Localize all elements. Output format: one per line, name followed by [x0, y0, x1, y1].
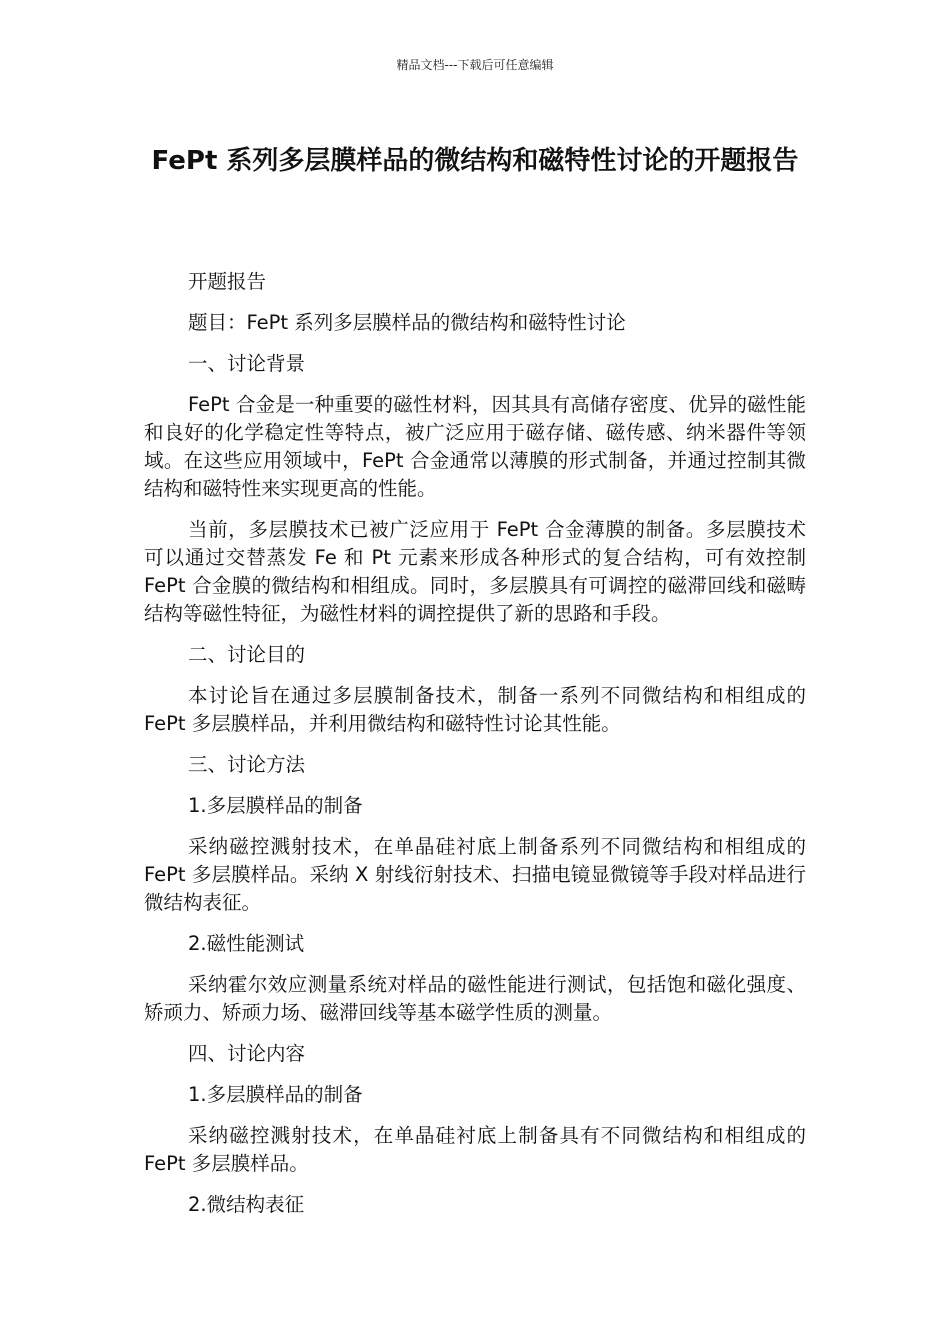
document-title: FePt 系列多层膜样品的微结构和磁特性讨论的开题报告	[151, 146, 799, 176]
paragraph-topic: 题目：FePt 系列多层膜样品的微结构和磁特性讨论	[188, 311, 626, 334]
paragraph-sample-preparation: 采纳磁控溅射技术，在单晶硅衬底上制备系列不同微结构和相组成的 FePt 多层膜样品。采纳 X 射线衍射技术、扫描电镜显微镜等手段对样品进行微结构表征。	[144, 835, 806, 914]
subheading-sample-preparation: 1.多层膜样品的制备	[188, 794, 363, 817]
section-heading-methods: 三、讨论方法	[188, 753, 306, 776]
document-body	[144, 268, 806, 1232]
paragraph-purpose: 本讨论旨在通过多层膜制备技术，制备一系列不同微结构和相组成的 FePt 多层膜样品，并利用微结构和磁特性讨论其性能。	[144, 684, 806, 735]
subheading-magnetic-testing: 2.磁性能测试	[188, 932, 305, 955]
page-header: 精品文档---下载后可任意编辑	[396, 58, 554, 72]
paragraph-background-1: FePt 合金是一种重要的磁性材料，因其具有高储存密度、优异的磁性能和良好的化学稳定性等特点，被广泛应用于磁存储、磁传感、纳米器件等领域。在这些应用领域中，FePt 合金通常以薄膜的形式制备，并通过控制其微结构和磁特性来实现更高的性能。	[144, 393, 806, 500]
paragraph-magnetic-testing: 采纳霍尔效应测量系统对样品的磁性能进行测试，包括饱和磁化强度、矫顽力、矫顽力场、磁滞回线等基本磁学性质的测量。	[144, 973, 806, 1024]
paragraph-label: 开题报告	[188, 270, 267, 293]
subheading-microstructure: 2.微结构表征	[188, 1193, 305, 1216]
paragraph-content-preparation: 采纳磁控溅射技术，在单晶硅衬底上制备具有不同微结构和相组成的 FePt 多层膜样品。	[144, 1124, 806, 1175]
paragraph-background-2: 当前，多层膜技术已被广泛应用于 FePt 合金薄膜的制备。多层膜技术可以通过交替蒸发 Fe 和 Pt 元素来形成各种形式的复合结构，可有效控制 FePt 合金膜的微结构和相组成。同时，多层膜具有可调控的磁滞回线和磁畴结构等磁性特征，为磁性材料的调控提供了新的思路和手段。	[144, 518, 806, 625]
subheading-content-preparation: 1.多层膜样品的制备	[188, 1083, 363, 1106]
section-heading-purpose: 二、讨论目的	[188, 643, 306, 666]
section-heading-content: 四、讨论内容	[188, 1042, 306, 1065]
section-heading-background: 一、讨论背景	[188, 352, 306, 375]
